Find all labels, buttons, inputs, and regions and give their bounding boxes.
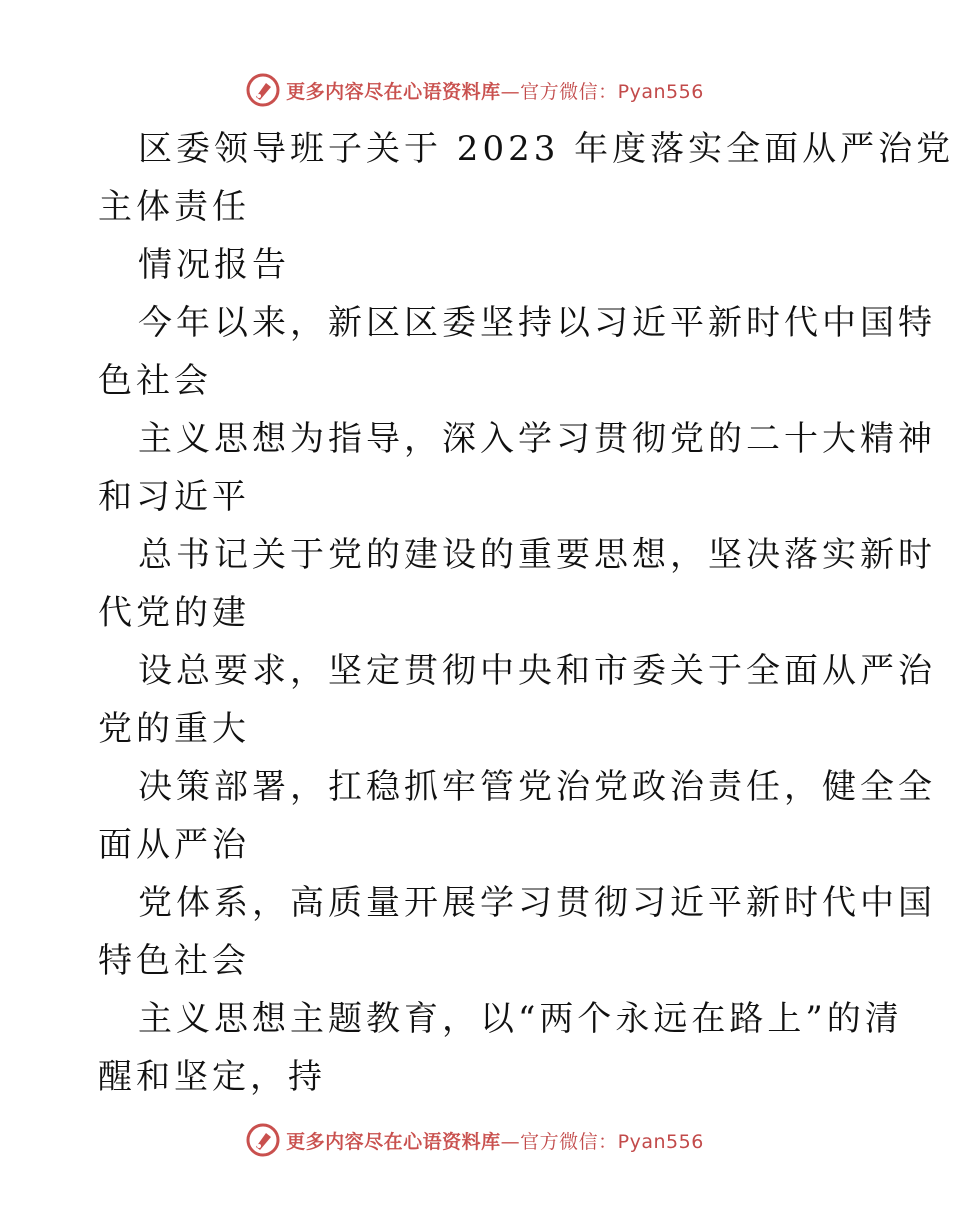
text-line: 面从严治 bbox=[98, 825, 250, 865]
pen-nib-icon bbox=[246, 1123, 280, 1157]
text-line: 特色社会 bbox=[98, 941, 250, 981]
watermark-separator: — bbox=[500, 1130, 521, 1153]
text-line: 党的重大 bbox=[98, 709, 250, 749]
text-line: 代党的建 bbox=[98, 593, 250, 633]
text-line: 主义思想主题教育，以“两个永远在路上”的清 bbox=[138, 999, 903, 1039]
text-line: 党体系，高质量开展学习贯彻习近平新时代中国 bbox=[138, 883, 936, 923]
text-line: 色社会 bbox=[98, 361, 212, 401]
watermark-main: 更多内容尽在心语资料库 bbox=[286, 80, 501, 103]
footer-watermark bbox=[0, 1120, 950, 1160]
watermark-separator: — bbox=[500, 80, 521, 103]
watermark-text bbox=[286, 1127, 704, 1154]
text-line: 醒和坚定，持 bbox=[98, 1057, 326, 1097]
header-watermark bbox=[0, 70, 950, 110]
watermark-main: 更多内容尽在心语资料库 bbox=[286, 1130, 501, 1153]
text-line: 总书记关于党的建设的重要思想，坚决落实新时 bbox=[138, 535, 936, 575]
pen-nib-icon bbox=[246, 73, 280, 107]
text-line: 情况报告 bbox=[138, 245, 290, 285]
watermark-wechat: 官方微信：Pyan556 bbox=[520, 80, 704, 103]
watermark-wechat: 官方微信：Pyan556 bbox=[520, 1130, 704, 1153]
text-line: 设总要求，坚定贯彻中央和市委关于全面从严治 bbox=[138, 651, 936, 691]
document-text bbox=[98, 120, 954, 1106]
text-line: 区委领导班子关于 2023 年度落实全面从严治党 bbox=[138, 129, 954, 169]
watermark-text bbox=[286, 77, 704, 104]
text-line: 今年以来，新区区委坚持以习近平新时代中国特 bbox=[138, 303, 936, 343]
text-line: 决策部署，扛稳抓牢管党治党政治责任，健全全 bbox=[138, 767, 936, 807]
text-line: 主体责任 bbox=[98, 187, 250, 227]
document-body bbox=[98, 120, 954, 1106]
text-line: 主义思想为指导，深入学习贯彻党的二十大精神 bbox=[138, 419, 936, 459]
text-line: 和习近平 bbox=[98, 477, 250, 517]
